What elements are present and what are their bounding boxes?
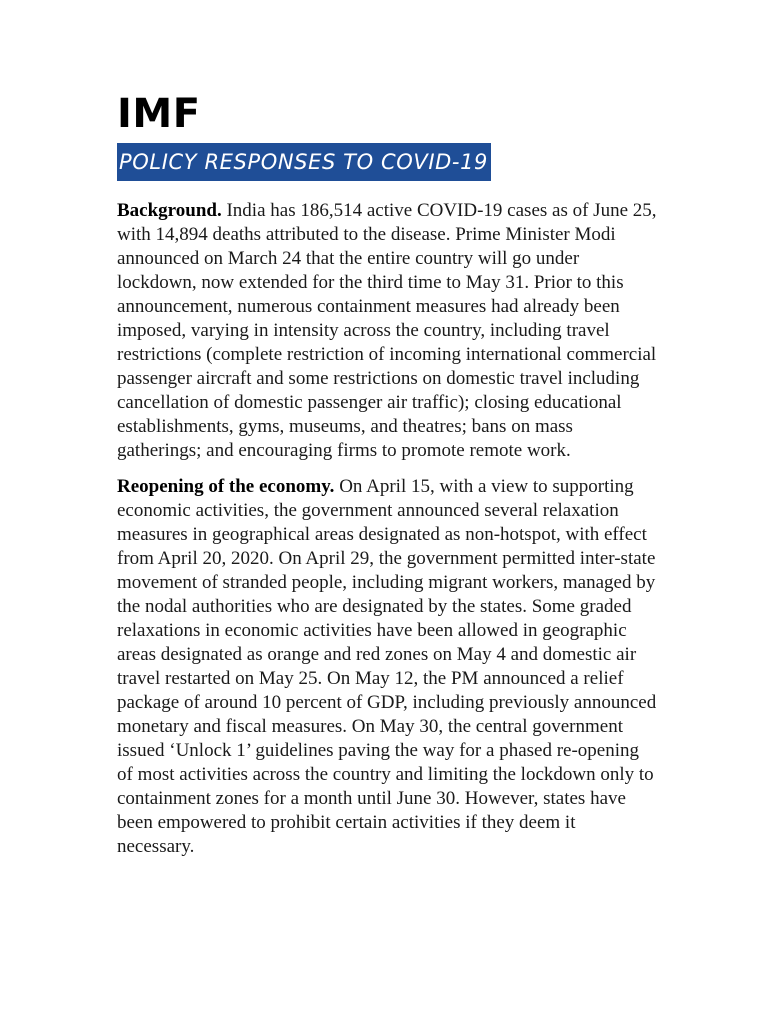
document-subtitle: POLICY RESPONSES TO COVID-19 [117,143,491,181]
background-heading: Background. [117,200,222,221]
document-title: IMF [117,91,201,137]
background-paragraph [117,199,657,463]
subtitle-banner [117,143,657,181]
reopening-text: On April 15, with a view to supporting economic activities, the government announced several relaxation measures in geographical areas designated as non-hotspot, with effect from April 20, 2020. On April 29, the government permitted inter-state movement of stranded people, including migrant workers, managed by the nodal authorities who are designated by the states. Some graded relaxations in economic activities have been allowed in geographic areas designated as orange and red zones on May 4 and domestic air travel restarted on May 25. On May 12, the PM announced a relief package of around 10 percent of GDP, including previously announced monetary and fiscal measures. On May 30, the central government issued ‘Unlock 1’ guidelines paving the way for a phased re-opening of most activities across the country and limiting the lockdown only to containment zones for a month until June 30. However, states have been empowered to prohibit certain activities if they deem it necessary. [117,476,657,857]
document-page [117,90,657,859]
reopening-heading: Reopening of the economy. [117,476,335,497]
reopening-paragraph [117,475,657,859]
background-text: India has 186,514 active COVID-19 cases as of June 25, with 14,894 deaths attributed to the disease. Prime Minister Modi announced on March 24 that the entire country will go under lockdown, now extended for the third time to May 31. Prior to this announcement, numerous containment measures had already been imposed, varying in intensity across the country, including travel restrictions (complete restriction of incoming international commercial passenger aircraft and some restrictions on domestic travel including cancellation of domestic passenger air traffic); closing educational establishments, gyms, museums, and theatres; bans on mass gatherings; and encouraging firms to promote remote work. [117,200,657,461]
